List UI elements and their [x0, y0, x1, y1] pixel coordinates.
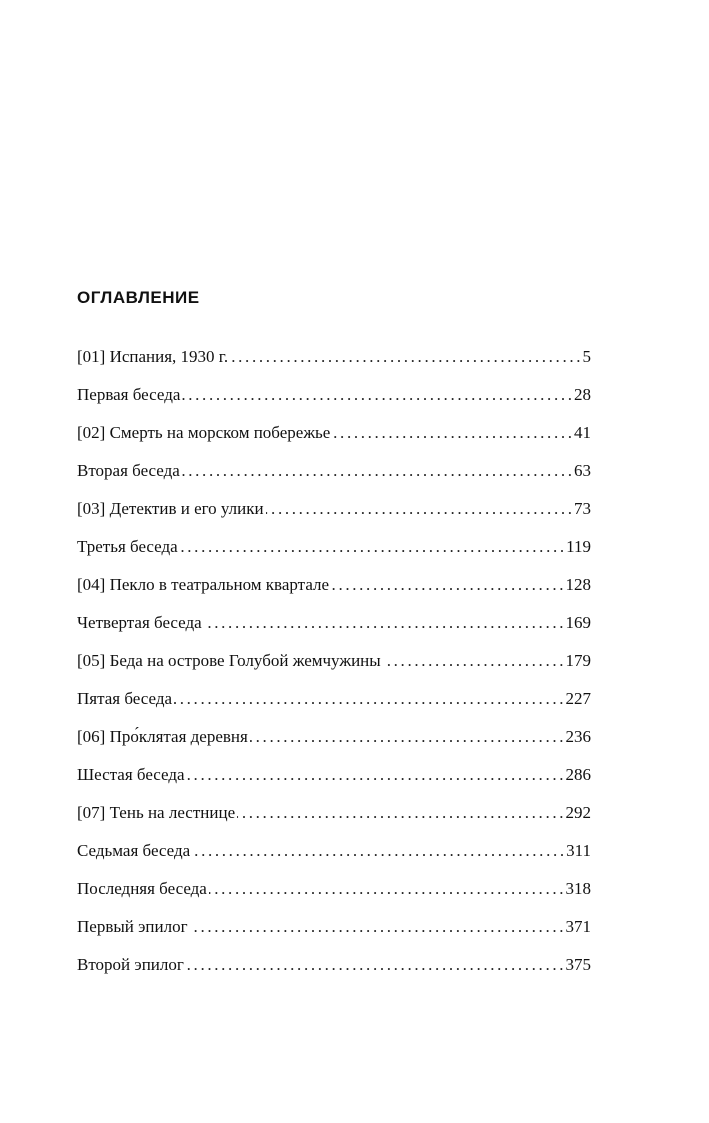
dot-leader	[182, 378, 572, 412]
toc-entry	[77, 758, 591, 796]
table-of-contents	[77, 340, 591, 986]
toc-entry	[77, 454, 591, 492]
dot-leader	[266, 492, 572, 526]
dot-leader	[237, 796, 563, 830]
toc-entry-label: [04] Пекло в театральном квартале	[77, 575, 330, 594]
toc-entry-page: 128	[565, 575, 591, 594]
toc-entry-page: 41	[574, 423, 591, 442]
toc-entry-label: Последняя беседа	[77, 879, 207, 898]
toc-entry-page: 227	[565, 689, 591, 708]
dot-leader	[186, 948, 564, 982]
toc-entry	[77, 834, 591, 872]
toc-entry	[77, 948, 591, 986]
dot-leader	[209, 872, 564, 906]
toc-entry-label: Пятая беседа	[77, 689, 173, 708]
toc-entry-label: Четвертая беседа	[77, 613, 202, 632]
toc-entry-page: 5	[582, 347, 591, 366]
toc-entry	[77, 872, 591, 910]
dot-leader	[331, 568, 563, 602]
toc-entry-label: Первая беседа	[77, 385, 181, 404]
toc-entry-page: 179	[565, 651, 591, 670]
toc-entry	[77, 378, 591, 416]
toc-entry-label: [01] Испания, 1930 г.	[77, 347, 229, 366]
dot-leader	[180, 530, 564, 564]
dot-leader	[250, 720, 564, 754]
toc-entry-page: 63	[574, 461, 591, 480]
toc-entry-page: 119	[566, 537, 591, 556]
toc-entry-page: 375	[565, 955, 591, 974]
toc-entry-label: [03] Детектив и его улики	[77, 499, 264, 518]
toc-entry-page: 371	[565, 917, 591, 936]
dot-leader	[332, 416, 572, 450]
toc-entry-label: Третья беседа	[77, 537, 178, 556]
dot-leader	[187, 758, 564, 792]
toc-entry-page: 73	[574, 499, 591, 518]
toc-entry-label: Вторая беседа	[77, 461, 180, 480]
toc-entry	[77, 416, 591, 454]
dot-leader	[230, 340, 580, 374]
dot-leader	[190, 910, 564, 944]
toc-entry-page: 286	[565, 765, 591, 784]
toc-entry-page: 169	[565, 613, 591, 632]
toc-entry-label: Шестая беседа	[77, 765, 185, 784]
toc-entry-label: [06] Про́клятая деревня	[77, 727, 248, 746]
toc-entry-label: Второй эпилог	[77, 955, 184, 974]
toc-entry-label: [05] Беда на острове Голубой жемчужины	[77, 651, 381, 670]
toc-entry	[77, 644, 591, 682]
dot-leader	[192, 834, 564, 868]
toc-entry-page: 236	[565, 727, 591, 746]
toc-entry-label: [07] Тень на лестнице	[77, 803, 236, 822]
toc-entry	[77, 530, 591, 568]
page-title: ОГЛАВЛЕНИЕ	[77, 288, 200, 307]
toc-entry-label: Седьмая беседа	[77, 841, 191, 860]
dot-leader	[182, 454, 572, 488]
toc-entry-page: 28	[574, 385, 591, 404]
toc-entry-label: [02] Смерть на морском побережье	[77, 423, 331, 442]
dot-leader	[174, 682, 563, 716]
toc-entry	[77, 606, 591, 644]
toc-entry	[77, 340, 591, 378]
toc-entry	[77, 720, 591, 758]
toc-entry	[77, 682, 591, 720]
toc-entry-label: Первый эпилог	[77, 917, 188, 936]
toc-entry	[77, 568, 591, 606]
toc-entry	[77, 492, 591, 530]
toc-entry-page: 318	[565, 879, 591, 898]
toc-entry-page: 311	[566, 841, 591, 860]
dot-leader	[204, 606, 564, 640]
toc-entry	[77, 796, 591, 834]
dot-leader	[383, 644, 564, 678]
toc-entry-page: 292	[565, 803, 591, 822]
toc-entry	[77, 910, 591, 948]
